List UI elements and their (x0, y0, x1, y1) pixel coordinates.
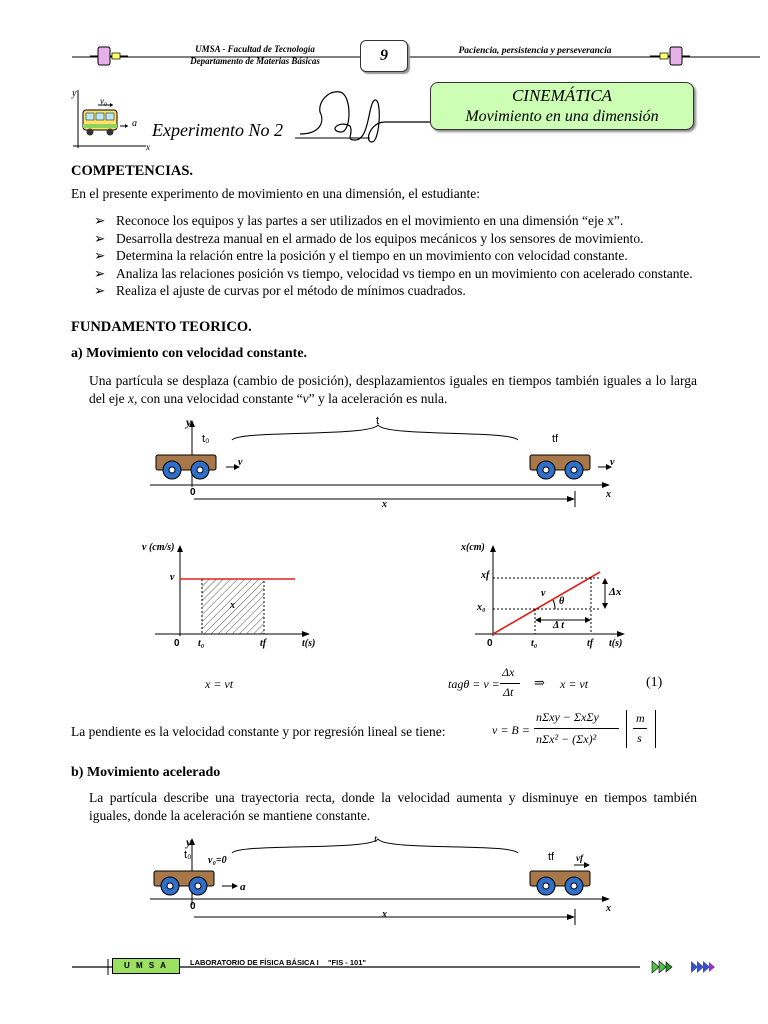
diagram-b-t: t (374, 833, 378, 845)
fundamento-heading: FUNDAMENTO TEORICO. (71, 319, 252, 335)
motto: Paciencia, persistencia y perseverancia (458, 46, 612, 56)
section-a-heading: a) Movimiento con velocidad constante. (71, 346, 308, 361)
diagram-a-v-left: v (238, 457, 243, 468)
section-b-paragraph: La partícula describe una trayectoria recta, donde la velocidad aumenta y disminuye en tiempos también iguales, donde la aceleración se mantiene constante. (89, 790, 697, 823)
regression-formula (492, 708, 667, 752)
section-a-paragraph: Una partícula se desplaza (cambio de posición), desplazamientos iguales en tiempos también iguales a lo larga del eje x, con una velocidad constante “v” y la aceleración es nula. (89, 373, 697, 406)
eq-tag-prefix: tagθ = v = (448, 677, 500, 691)
diagram-b-x-span: x (382, 909, 387, 920)
diagram-a-t: t (376, 415, 380, 427)
vt-tf: tf (260, 638, 267, 649)
xt-x0: x₀ (477, 602, 486, 613)
title-block (0, 82, 768, 162)
eq-fraction-bar (500, 683, 520, 684)
xt-dx: Δx (609, 586, 622, 598)
regression-den: nΣx² − (Σx)² (536, 732, 597, 746)
list-item: ➢ Determina la relación entre la posición y el tiempo en un movimiento con velocidad constante. (94, 248, 628, 263)
bullet-arrow-icon: ➢ (94, 265, 106, 281)
bullet-arrow-icon: ➢ (94, 283, 106, 298)
vt-origin: 0 (174, 638, 180, 649)
list-item: ➢ Reconoce los equipos y las partes a ser utilizados en el movimiento en una dimensión “eje x”. (94, 213, 624, 228)
diagram-b-y: y (186, 835, 192, 849)
xt-theta: θ (559, 596, 565, 607)
vt-t0: t₀ (198, 638, 205, 649)
vt-xlabel: t(s) (302, 638, 316, 649)
vt-ylabel: v (cm/s) (142, 542, 175, 553)
graph-velocity-time (140, 542, 330, 654)
regression-num: nΣxy − ΣxΣy (536, 710, 599, 724)
xt-tf: tf (587, 638, 594, 649)
page-number: 9 (380, 47, 388, 64)
diagram-a-y: y (186, 415, 192, 429)
eq-implies: ⇒ (534, 675, 545, 690)
eq-tag-num: Δx (502, 665, 515, 679)
topic-box (430, 82, 694, 130)
left-connector-icon (90, 45, 130, 69)
diagram-b-x-axis: x (606, 903, 611, 914)
regression-text: La pendiente es la velocidad constante y por regresión lineal se tiene: (71, 724, 446, 739)
diagram-accelerated (150, 833, 620, 933)
diagram-constant-velocity (150, 415, 620, 515)
institution-line-1: UMSA - Facultad de Tecnología (195, 44, 315, 54)
eq-tag-den: Δt (503, 685, 514, 699)
list-item: ➢ Realiza el ajuste de curvas por el método de mínimos cuadrados. (94, 283, 466, 298)
diagram-b-t0: t₀ (184, 849, 192, 861)
regression-fraction-bar (534, 728, 619, 729)
competencias-list (94, 212, 704, 300)
equation-tag (448, 665, 698, 705)
fast-forward-arrow-icon (690, 959, 716, 975)
graph-position-time (455, 542, 645, 654)
list-item: ➢ Analiza las relaciones posición vs tiempo, velocidad vs tiempo en un movimiento con acelerado constante. (94, 265, 693, 281)
bullet-arrow-icon: ➢ (94, 230, 106, 246)
units-den: s (637, 731, 642, 745)
topic-subtitle: Movimiento en una dimensión (465, 108, 659, 125)
bus-y-label: y (72, 88, 77, 99)
list-item: ➢ Desarrolla destreza manual en el armado de los equipos mecánicos y los sensores de movimiento. (94, 230, 644, 246)
experiment-title: Experimento No 2 (152, 120, 283, 140)
diagram-b-a: a (240, 881, 246, 893)
competencias-intro: En el presente experimento de movimiento en una dimensión, el estudiante: (71, 186, 481, 201)
footer-code: "FIS - 101" (328, 958, 366, 967)
topic-title: CINEMÁTICA (511, 86, 613, 105)
footer-course: LABORATORIO DE FÍSICA BÁSICA I (190, 958, 319, 967)
xt-slope: v (541, 588, 546, 599)
xt-xlabel: t(s) (609, 638, 623, 649)
bullet-arrow-icon: ➢ (94, 213, 106, 228)
footer-badge: U M S A (112, 958, 180, 974)
competencias-heading: COMPETENCIAS. (71, 163, 194, 179)
xt-dt: Δ t (553, 620, 564, 631)
bus-v0-label: v₀ (100, 96, 108, 106)
bullet-arrow-icon: ➢ (94, 248, 106, 263)
diagram-a-v-right: v (610, 457, 615, 468)
vt-v-tick: v (170, 572, 175, 583)
diagram-b-origin: 0 (190, 901, 196, 912)
diagram-a-x-axis: x (606, 489, 611, 500)
xt-ylabel: x(cm) (461, 542, 485, 553)
eq-number: (1) (646, 675, 663, 690)
units-fraction-bar (633, 728, 647, 729)
equation-x-vt-left: x = vt (205, 677, 234, 691)
forward-arrow-icon (650, 959, 674, 975)
section-b-heading: b) Movimiento acelerado (71, 765, 221, 780)
diagram-b-tf: tf (548, 851, 555, 863)
vt-area-label: x (230, 600, 235, 611)
bus-x-label: x (146, 142, 150, 152)
right-connector-icon (650, 45, 690, 69)
units-num: m (636, 711, 645, 725)
xt-t0: t₀ (531, 638, 538, 649)
institution-line-2: Departamento de Materias Básicas (190, 56, 320, 66)
diagram-a-x-span: x (382, 499, 387, 510)
eq-x-vt-right: x = vt (560, 677, 589, 691)
xt-origin: 0 (487, 638, 493, 649)
position-line (493, 572, 600, 634)
diagram-b-v0: v₀=0 (208, 855, 227, 866)
page-header (0, 30, 768, 80)
diagram-a-tf: tf (552, 433, 559, 445)
diagram-a-origin: 0 (190, 487, 196, 498)
diagram-b-vf: vf (576, 853, 583, 863)
bus-a-label: a (132, 118, 137, 129)
page-number-box (360, 40, 408, 72)
regression-lhs: v = B = (492, 723, 530, 737)
xt-xf: xf (481, 570, 490, 581)
diagram-a-t0: t₀ (202, 433, 210, 445)
page-footer (0, 955, 768, 980)
